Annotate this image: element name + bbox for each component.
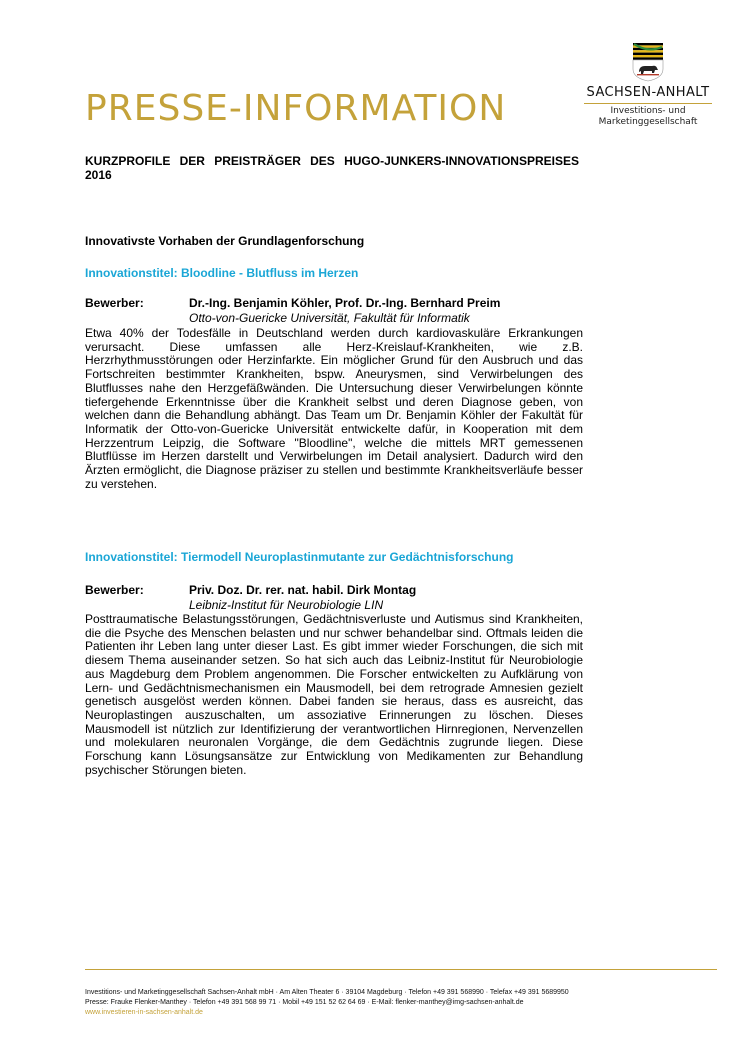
footer-press-contact-line: Presse: Frauke Flenker-Manthey · Telefon +49 391 568 99 71 · Mobil +49 151 52 62 64 69 · E-Mail: flenker-manthey@img-sachsen-anhalt.de [85, 999, 524, 1006]
logo-subtitle-line2: Marketinggesellschaft [598, 117, 698, 127]
applicant-label: Bewerber: [85, 296, 144, 310]
footer-address-line: Investitions- und Marketinggesellschaft Sachsen-Anhalt mbH · Am Alten Theater 6 · 39104 Magdeburg · Telefon +49 391 568990 · Telefax +49 391 5689950 [85, 989, 569, 996]
logo-name: SACHSEN-ANHALT [586, 85, 710, 100]
sachsen-anhalt-logo [578, 42, 718, 128]
applicant-names: Priv. Doz. Dr. rer. nat. habil. Dirk Montag [189, 583, 417, 597]
coat-of-arms-icon [631, 42, 665, 82]
entry-description: Etwa 40% der Todesfälle in Deutschland werden durch kardiovaskuläre Erkrankungen verursacht. Diese umfassen alle Herz-Kreislauf-Krankheiten, wie z.B. Herzrhythmusstörungen oder Herzinfarkte. Ein möglicher Grund für den Ausbruch und das Fortschreiten bestimmter Krankheiten, bspw. Aneurysmen, sind Verwirbelungen des Blutflusses nahe den Herzgefäßwänden. Die Untersuchung dieser Verwirbelungen könnte tiefergehende Erkenntnisse über die Krankheit selbst und deren Diagnose geben, von welchen dann die Behandlung abhängt. Das Team um Dr. Benjamin Köhler der Fakultät für Informatik der Otto-von-Guericke Universität entwickelte dafür, in Kooperation mit dem Herzzentrum Leipzig, die Software "Bloodline", welche die mittels MRT gemessenen Blutflüsse im Herzen darstellt und Verwirbelungen im Detail analysiert. Dadurch wird den Ärzten ermöglicht, die Diagnose präziser zu stellen und bestimmte Krankheitsverläufe besser zu verstehen. [85, 326, 583, 491]
applicant-institution: Otto-von-Guericke Universität, Fakultät für Informatik [189, 311, 470, 325]
applicant-institution: Leibniz-Institut für Neurobiologie LIN [189, 598, 384, 612]
section-title: Innovativste Vorhaben der Grundlagenforschung [85, 234, 365, 248]
innovation-title: Innovationstitel: Bloodline - Blutfluss im Herzen [85, 266, 359, 280]
footer [85, 988, 569, 1018]
logo-divider [584, 103, 712, 104]
footer-website-link[interactable]: www.investieren-in-sachsen-anhalt.de [85, 1009, 203, 1016]
document-heading: KURZPROFILE DER PREISTRÄGER DES HUGO-JUNKERS-INNOVATIONSPREISES 2016 [85, 154, 579, 182]
applicant-names: Dr.-Ing. Benjamin Köhler, Prof. Dr.-Ing. Bernhard Preim [189, 296, 501, 310]
page-title: PRESSE-INFORMATION [85, 88, 507, 129]
entry-description: Posttraumatische Belastungsstörungen, Gedächtnisverluste und Autismus sind Krankheiten, die die Psyche des Menschen belasten und nur schwer behandelbar sind. Oftmals leiden die Patienten ihr Leben lang unter dieser Last. Es gibt immer wieder Forschungen, die sich mit diesem Thema auseinander setzen. So hat sich auch das Leibniz-Institut für Neurobiologie aus Magdeburg dem Problem angenommen. Die Forscher entwickelten zu Aufklärung von Lern- und Gedächtnismechanismen ein Mausmodell, bei dem retrograde Amnesien gezielt genetisch ausgelöst werden können. Dabei fanden sie heraus, dass es ausreicht, das Neuroplastingen auszuschalten, um assoziative Erinnerungen zu löschen. Dieses Mausmodell ist nützlich zur Identifizierung der verantwortlichen Hirnregionen, Nervenzellen und molekularen neuronalen Vorgänge, die dem Gedächtnis zugrunde liegen. Diese Forschung kann Lösungsansätze zur Entwicklung von Medikamenten zur Behandlung psychischer Störungen bieten. [85, 612, 583, 777]
applicant-label: Bewerber: [85, 583, 144, 597]
innovation-title: Innovationstitel: Tiermodell Neuroplastinmutante zur Gedächtnisforschung [85, 550, 514, 564]
logo-subtitle-line1: Investitions- und [610, 106, 686, 116]
footer-divider [85, 969, 717, 970]
